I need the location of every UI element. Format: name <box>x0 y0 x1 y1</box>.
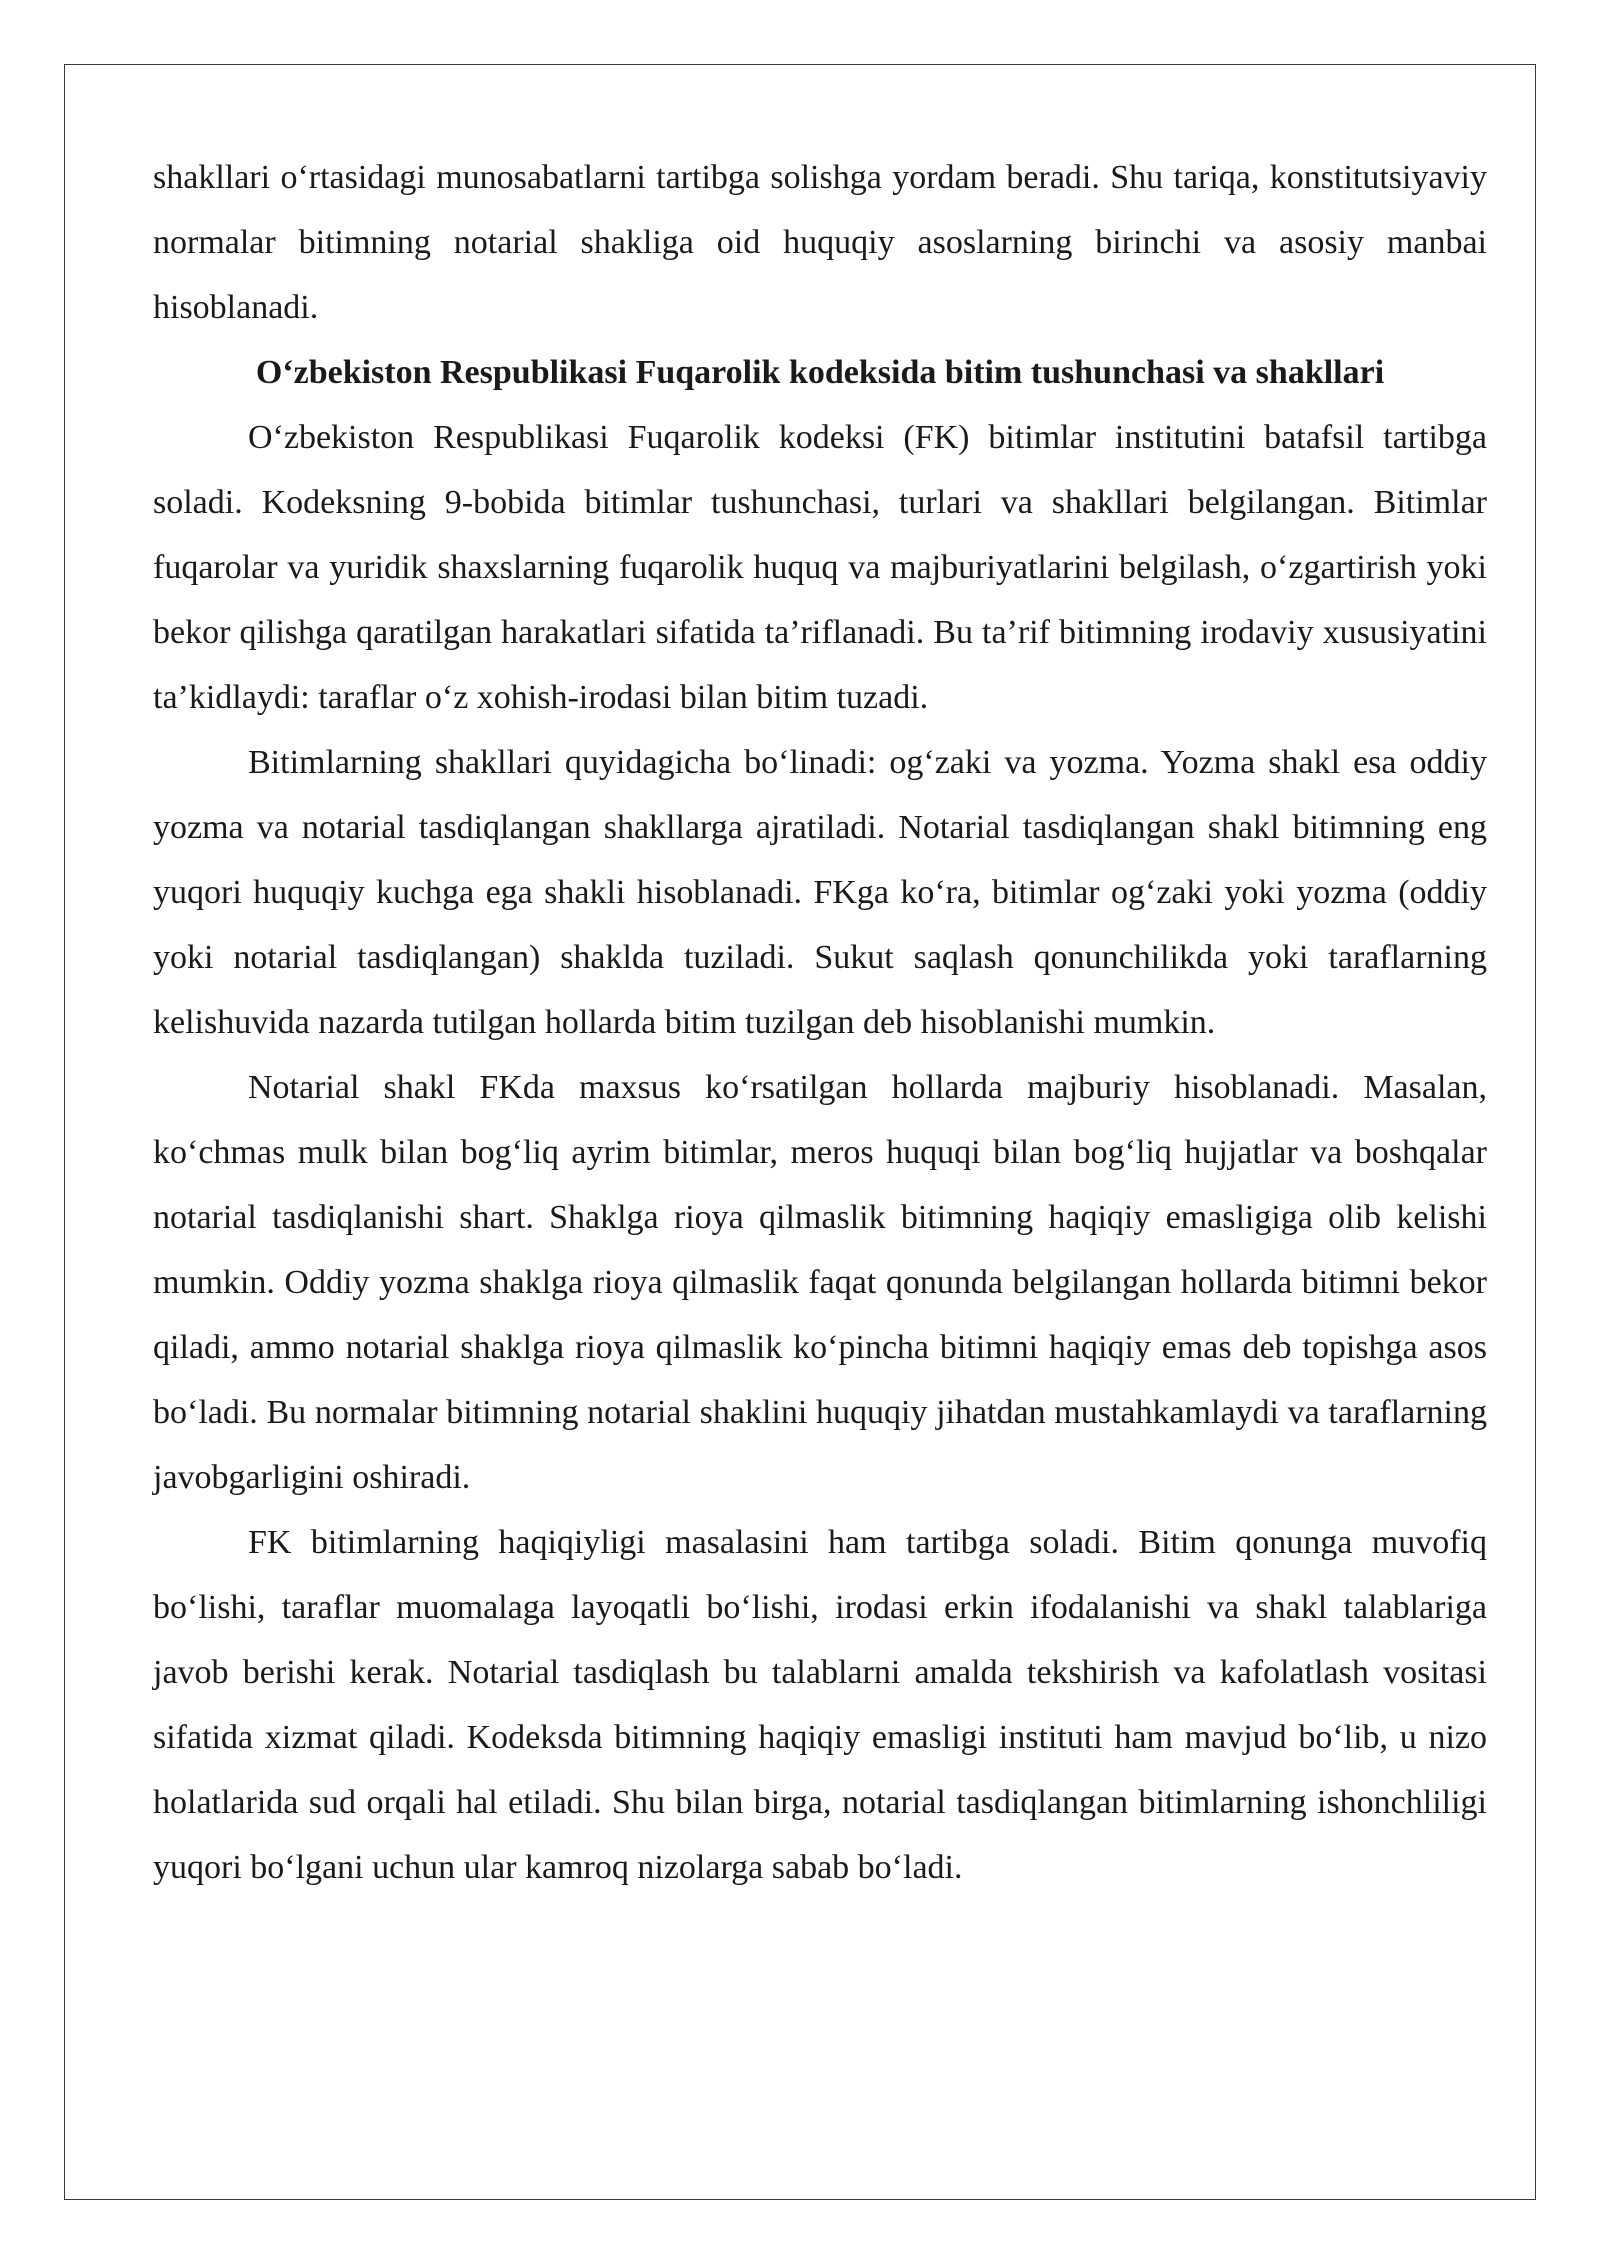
paragraph-bitim-shakllari: Bitimlarning shakllari quyidagicha bo‘linadi: og‘zaki va yozma. Yozma shakl esa oddiy yozma va notarial tasdiqlangan shakllarga ajratiladi. Notarial tasdiqlangan shakl bitimning eng yuqori huquqiy kuchga ega shakli hisoblanadi. FKga ko‘ra, bitimlar og‘zaki yoki yozma (oddiy yoki notarial tasdiqlangan) shaklda tuziladi. Sukut saqlash qonunchilikda yoki taraflarning kelishuvida nazarda tutilgan hollarda bitim tuzilgan deb hisoblanishi mumkin. <box>153 744 1487 1041</box>
intro-paragraph: shakllari o‘rtasidagi munosabatlarni tartibga solishga yordam beradi. Shu tariqa, konstitutsiyaviy normalar bitimning notarial shakliga oid huquqiy asoslarning birinchi va asosiy manbai hisoblanadi. <box>153 159 1487 326</box>
paragraph-fk-bitimlar: O‘zbekiston Respublikasi Fuqarolik kodeksi (FK) bitimlar institutini batafsil tartibga soladi. Kodeksning 9-bobida bitimlar tushunchasi, turlari va shakllari belgilangan. Bitimlar fuqarolar va yuridik shaxslarning fuqarolik huquq va majburiyatlarini belgilash, o‘zgartirish yoki bekor qilishga qaratilgan harakatlari sifatida ta’riflanadi. Bu ta’rif bitimning irodaviy xususiyatini ta’kidlaydi: taraflar o‘z xohish-irodasi bilan bitim tuzadi. <box>153 419 1487 716</box>
paragraph-notarial-shakl: Notarial shakl FKda maxsus ko‘rsatilgan hollarda majburiy hisoblanadi. Masalan, ko‘chmas mulk bilan bog‘liq ayrim bitimlar, meros huquqi bilan bog‘liq hujjatlar va boshqalar notarial tasdiqlanishi shart. Shaklga rioya qilmaslik bitimning haqiqiy emasligiga olib kelishi mumkin. Oddiy yozma shaklga rioya qilmaslik faqat qonunda belgilangan hollarda bitimni bekor qiladi, ammo notarial shaklga rioya qilmaslik ko‘pincha bitimni haqiqiy emas deb topishga asos bo‘ladi. Bu normalar bitimning notarial shaklini huquqiy jihatdan mustahkamlaydi va taraflarning javobgarligini oshiradi. <box>153 1069 1487 1496</box>
paragraph-bitim-haqiqiyligi: FK bitimlarning haqiqiyligi masalasini ham tartibga soladi. Bitim qonunga muvofiq bo‘lishi, taraflar muomalaga layoqatli bo‘lishi, irodasi erkin ifodalanishi va shakl talablariga javob berishi kerak. Notarial tasdiqlash bu talablarni amalda tekshirish va kafolatlash vositasi sifatida xizmat qiladi. Kodeksda bitimning haqiqiy emasligi instituti ham mavjud bo‘lib, u nizo holatlarida sud orqali hal etiladi. Shu bilan birga, notarial tasdiqlangan bitimlarning ishonchliligi yuqori bo‘lgani uchun ular kamroq nizolarga sabab bo‘ladi. <box>153 1524 1487 1886</box>
section-heading: O‘zbekiston Respublikasi Fuqarolik kodeksida bitim tushunchasi va shakllari <box>255 354 1385 391</box>
document-body <box>153 145 1487 1900</box>
